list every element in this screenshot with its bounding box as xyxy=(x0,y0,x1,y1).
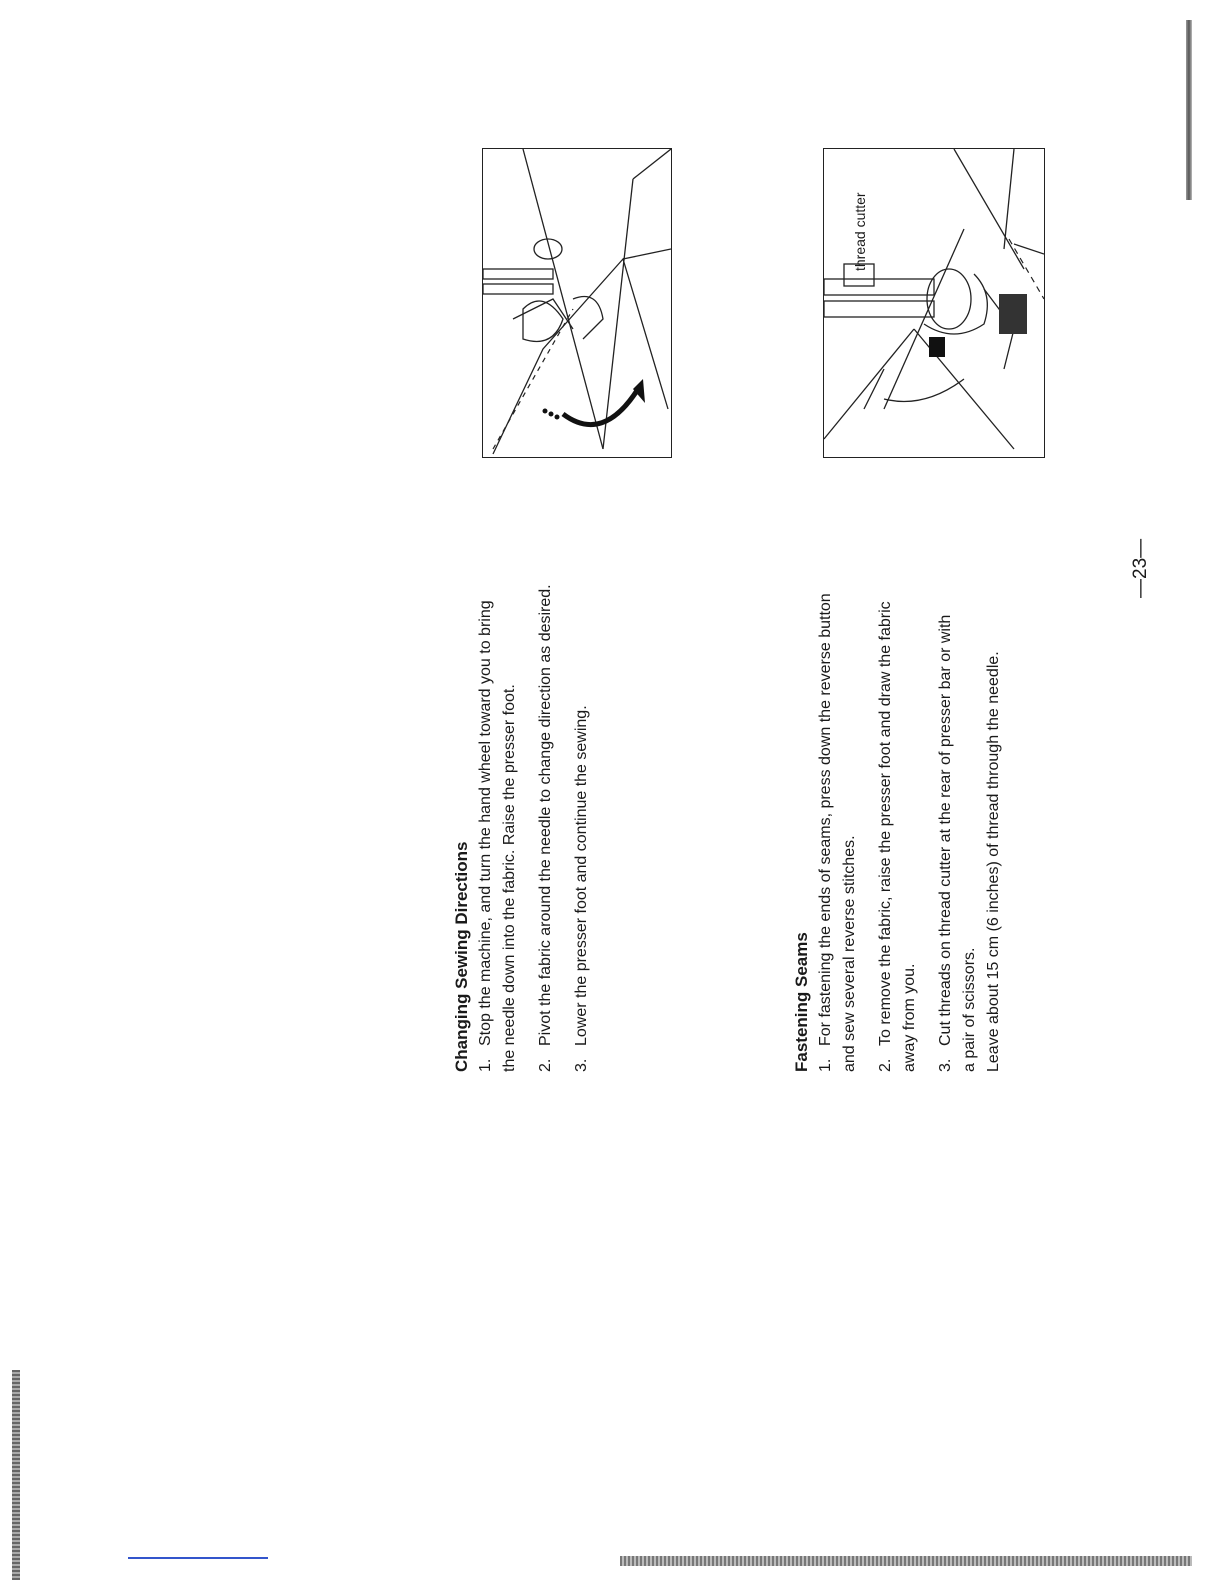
step-text-cont: away from you. xyxy=(901,963,918,1072)
thread-cutter-label: thread cutter xyxy=(852,192,868,271)
step-text: Cut threads on thread cutter at the rear of presser bar or with xyxy=(937,614,954,1046)
figure-pivot-fabric xyxy=(482,148,672,458)
scan-edge-left xyxy=(12,1370,20,1580)
step-number: 1. xyxy=(817,1058,834,1072)
step-text-cont: Leave about 15 cm (6 inches) of thread through the needle. xyxy=(985,651,1002,1072)
step-text: Lower the presser foot and continue the sewing. xyxy=(573,705,590,1046)
step-item xyxy=(814,532,862,1072)
step-number: 1. xyxy=(477,1058,494,1072)
step-text-cont: the needle down into the fabric. Raise the presser foot. xyxy=(501,684,518,1072)
section-title: Changing Sewing Directions xyxy=(452,841,471,1072)
section-changing-directions xyxy=(450,532,606,1072)
step-number: 3. xyxy=(573,1058,590,1072)
scan-edge-bottom xyxy=(620,1556,1192,1566)
step-item xyxy=(570,532,594,1072)
step-text-cont: and sew several reverse stitches. xyxy=(841,835,858,1072)
footer-rule xyxy=(128,1557,268,1559)
step-text: To remove the fabric, raise the presser foot and draw the fabric xyxy=(877,601,894,1046)
step-text: Pivot the fabric around the needle to change direction as desired. xyxy=(537,584,554,1046)
step-text: For fastening the ends of seams, press down the reverse button xyxy=(817,593,834,1046)
pivot-fabric-illustration xyxy=(483,149,671,457)
feed-dogs xyxy=(999,294,1027,334)
step-item xyxy=(474,532,522,1072)
step-item xyxy=(934,532,1006,1072)
figure-thread-cutter xyxy=(823,148,1045,458)
page-number: —23— xyxy=(1130,538,1151,598)
step-number: 2. xyxy=(537,1058,554,1072)
step-item xyxy=(874,532,922,1072)
section-title: Fastening Seams xyxy=(792,932,811,1072)
step-text-cont: a pair of scissors. xyxy=(961,947,978,1072)
scan-edge-right xyxy=(1186,20,1192,200)
step-text: Stop the machine, and turn the hand wheel toward you to bring xyxy=(477,600,494,1046)
step-number: 2. xyxy=(877,1058,894,1072)
step-number: 3. xyxy=(937,1058,954,1072)
section-fastening-seams xyxy=(790,532,1018,1072)
step-item xyxy=(534,532,558,1072)
